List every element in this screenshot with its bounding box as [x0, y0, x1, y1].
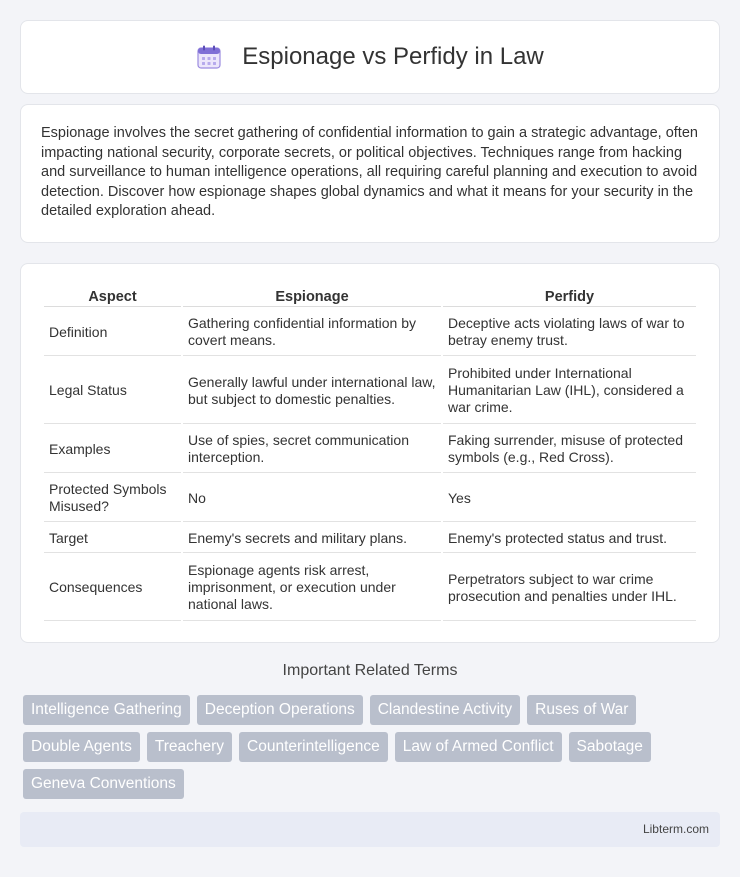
cell-perfidy: Yes: [443, 475, 696, 522]
tag-sabotage[interactable]: Sabotage: [569, 732, 651, 762]
cell-aspect: Protected Symbols Misused?: [44, 475, 181, 522]
tag-clandestine-activity[interactable]: Clandestine Activity: [370, 695, 520, 725]
cell-aspect: Definition: [44, 309, 181, 356]
table-row: [44, 524, 696, 553]
table-row: [44, 555, 696, 621]
header-aspect: Aspect: [44, 286, 181, 307]
cell-espionage: Use of spies, secret communication interception.: [183, 426, 441, 473]
cell-aspect: Target: [44, 524, 181, 553]
table-row: [44, 475, 696, 522]
tag-geneva-conventions[interactable]: Geneva Conventions: [23, 769, 184, 799]
table-header-row: [44, 286, 696, 307]
header-espionage: Espionage: [183, 286, 441, 307]
tag-double-agents[interactable]: Double Agents: [23, 732, 140, 762]
tag-law-of-armed-conflict[interactable]: Law of Armed Conflict: [395, 732, 562, 762]
tag-treachery[interactable]: Treachery: [147, 732, 232, 762]
cell-espionage: No: [183, 475, 441, 522]
footer: [20, 812, 720, 847]
cell-perfidy: Prohibited under International Humanitarian Law (IHL), considered a war crime.: [443, 358, 696, 424]
related-terms-list: [23, 695, 723, 799]
cell-espionage: Espionage agents risk arrest, imprisonment, or execution under national laws.: [183, 555, 441, 621]
cell-espionage: Generally lawful under international law, but subject to domestic penalties.: [183, 358, 441, 424]
cell-aspect: Examples: [44, 426, 181, 473]
calendar-icon: [196, 44, 222, 70]
tag-deception-operations[interactable]: Deception Operations: [197, 695, 363, 725]
tag-intelligence-gathering[interactable]: Intelligence Gathering: [23, 695, 190, 725]
tag-counterintelligence[interactable]: Counterintelligence: [239, 732, 388, 762]
table-row: [44, 358, 696, 424]
page-title: Espionage vs Perfidy in Law: [242, 43, 544, 70]
cell-perfidy: Perpetrators subject to war crime prosecution and penalties under IHL.: [443, 555, 696, 621]
intro-text: Espionage involves the secret gathering of confidential information to gain a strategic advantage, often impacting national security, corporate secrets, or political objectives. Techniques range from hacking and surveillance to human intelligence operations, all requiring careful planning and execution to avoid detection. Discover how espionage shapes global dynamics and what it means for your security in the detailed exploration ahead.: [41, 125, 698, 219]
comparison-card: [20, 263, 720, 643]
cell-aspect: Legal Status: [44, 358, 181, 424]
cell-espionage: Gathering confidential information by covert means.: [183, 309, 441, 356]
intro-card: [20, 104, 720, 243]
cell-perfidy: Faking surrender, misuse of protected symbols (e.g., Red Cross).: [443, 426, 696, 473]
cell-perfidy: Deceptive acts violating laws of war to betray enemy trust.: [443, 309, 696, 356]
table-row: [44, 426, 696, 473]
comparison-table: [42, 284, 698, 623]
related-terms-title: Important Related Terms: [282, 662, 458, 679]
table-row: [44, 309, 696, 356]
cell-aspect: Consequences: [44, 555, 181, 621]
footer-brand-link[interactable]: Libterm.com: [642, 822, 709, 836]
cell-espionage: Enemy's secrets and military plans.: [183, 524, 441, 553]
cell-perfidy: Enemy's protected status and trust.: [443, 524, 696, 553]
tag-ruses-of-war[interactable]: Ruses of War: [527, 695, 636, 725]
header-card: [20, 20, 720, 94]
header-perfidy: Perfidy: [443, 286, 696, 307]
